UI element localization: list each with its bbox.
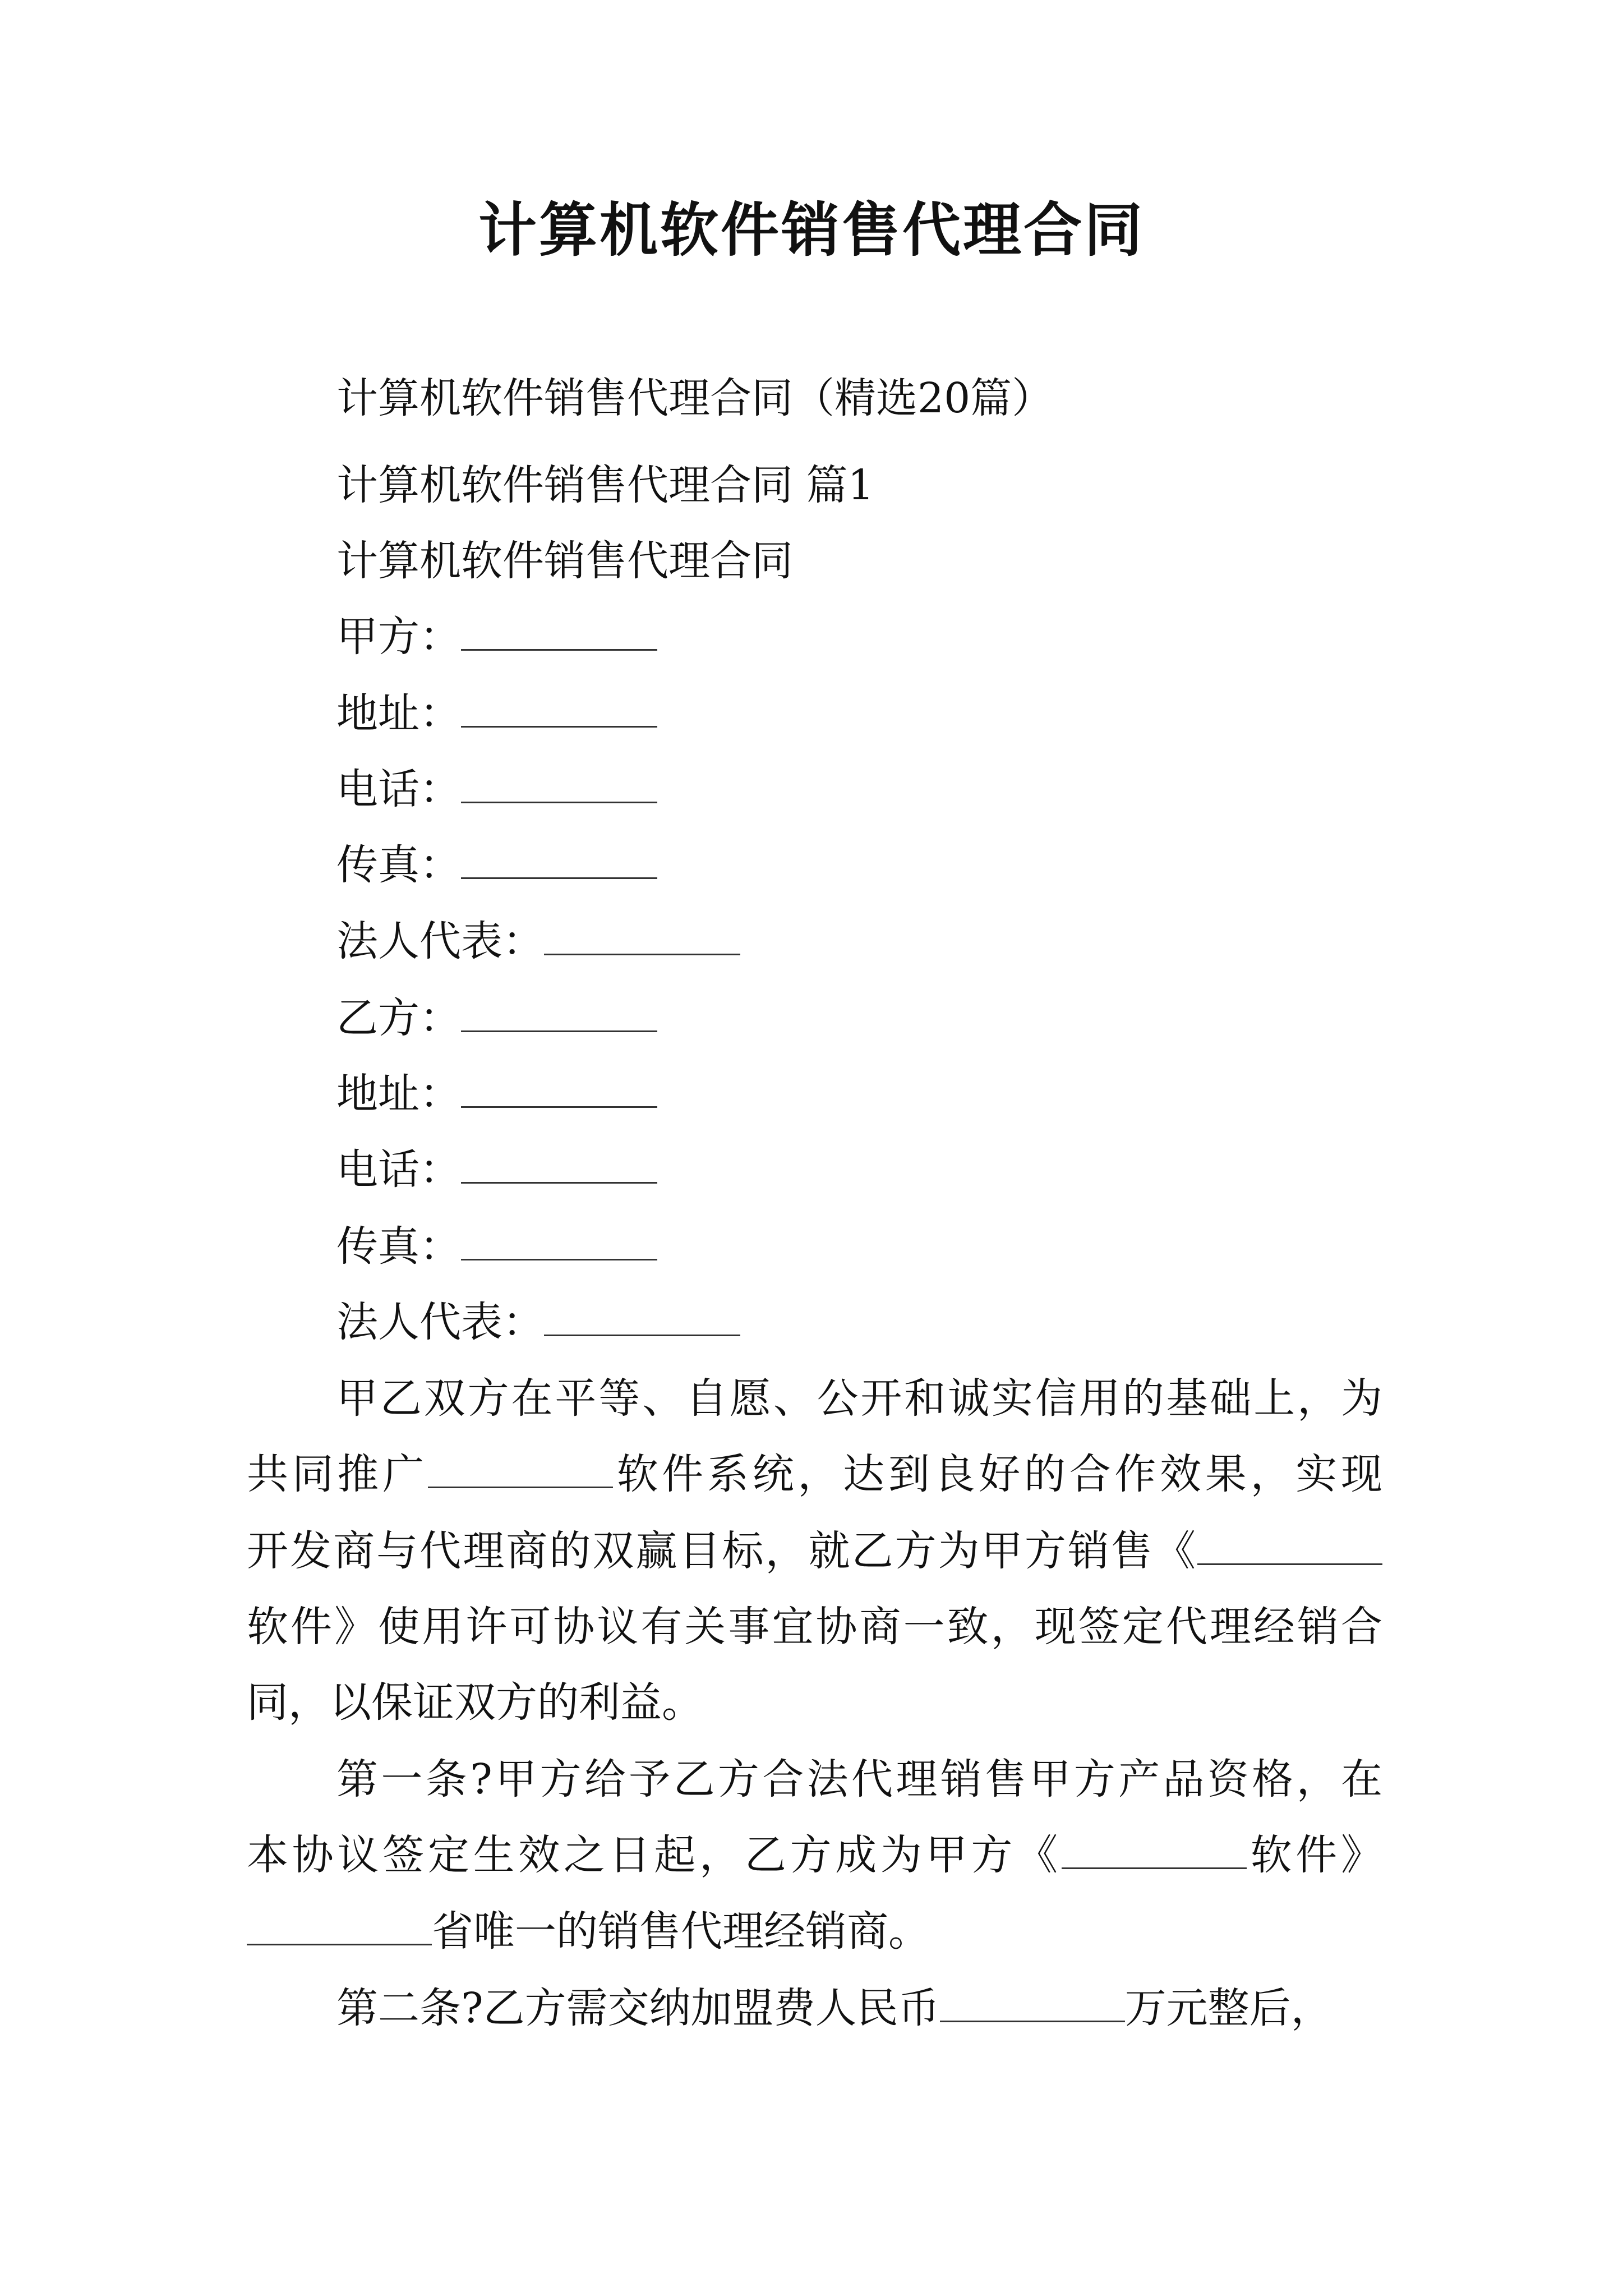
party-b-phone-field <box>336 1142 657 1198</box>
article-1-line-1: 第一条?甲方给予乙方合法代理销售甲方产品资格，在 <box>336 1755 1382 1803</box>
document-title: 计算机软件销售代理合同 <box>478 195 1145 264</box>
intro-product-blank <box>1197 1530 1382 1565</box>
intro-line-4: 软件》使用许可协议有关事宜协商一致，现签定代理经销合 <box>247 1603 1382 1651</box>
party-a-phone-blank <box>461 768 657 803</box>
party-a-address-field <box>336 685 657 742</box>
article-2-line-1-end: 万元整后， <box>1124 1984 1332 2032</box>
article-2-line-1 <box>336 1980 1382 2036</box>
intro-line-5: 同，以保证双方的利益。 <box>247 1678 703 1727</box>
intro-software-blank <box>428 1453 613 1488</box>
party-a-address-blank <box>461 692 657 728</box>
party-b-rep-blank <box>544 1301 740 1336</box>
article-1-line-2 <box>247 1827 1382 1883</box>
intro-line-2-start: 共同推广 <box>247 1450 428 1498</box>
document-subtitle: 计算机软件销售代理合同（精选20篇） <box>336 374 1054 422</box>
party-a-name-blank <box>461 615 657 651</box>
article-1-line-3 <box>247 1903 930 1959</box>
section-heading: 计算机软件销售代理合同 篇1 <box>336 461 874 509</box>
party-b-name-field <box>336 990 657 1046</box>
intro-line-3 <box>247 1523 1382 1579</box>
article-1-line-3-text: 省唯一的销售代理经销商。 <box>432 1907 930 1955</box>
intro-line-2-end: 软件系统，达到良好的合作效果，实现 <box>612 1450 1383 1498</box>
party-a-fax-label: 传真： <box>336 841 461 889</box>
contract-heading: 计算机软件销售代理合同 <box>336 537 793 585</box>
party-a-address-label: 地址： <box>336 689 461 738</box>
article-2-fee-blank <box>940 1987 1125 2022</box>
article-2-line-1-start: 第二条?乙方需交纳加盟费人民币 <box>336 1984 940 2032</box>
article-1-software-blank <box>1062 1834 1247 1869</box>
article-1-line-2-end: 软件》 <box>1246 1831 1383 1879</box>
party-a-fax-field <box>336 837 657 893</box>
party-b-name-label: 乙方： <box>336 994 461 1042</box>
party-b-rep-field <box>336 1294 740 1350</box>
party-b-fax-blank <box>461 1225 657 1260</box>
party-b-address-field <box>336 1066 657 1122</box>
party-a-phone-label: 电话： <box>336 765 461 813</box>
party-a-rep-blank <box>544 920 740 955</box>
article-1-province-blank <box>247 1910 432 1945</box>
article-1-line-2-start: 本协议签定生效之日起，乙方成为甲方《 <box>247 1831 1062 1879</box>
intro-line-2 <box>247 1446 1382 1502</box>
party-b-rep-label: 法人代表： <box>336 1298 544 1346</box>
intro-line-1: 甲乙双方在平等、自愿、公开和诚实信用的基础上，为 <box>336 1374 1382 1423</box>
party-a-name-field <box>336 609 657 665</box>
party-b-fax-field <box>336 1218 657 1274</box>
party-b-name-blank <box>461 997 657 1032</box>
party-a-phone-field <box>336 761 657 817</box>
party-a-name-label: 甲方： <box>336 613 461 661</box>
party-a-rep-field <box>336 913 740 969</box>
party-a-rep-label: 法人代表： <box>336 917 544 965</box>
party-b-address-label: 地址： <box>336 1070 461 1118</box>
party-b-address-blank <box>461 1073 657 1108</box>
party-b-phone-blank <box>461 1148 657 1184</box>
party-b-phone-label: 电话： <box>336 1145 461 1194</box>
intro-line-3-text: 开发商与代理商的双赢目标，就乙方为甲方销售《 <box>247 1527 1197 1575</box>
party-a-fax-blank <box>461 844 657 879</box>
party-b-fax-label: 传真： <box>336 1222 461 1271</box>
